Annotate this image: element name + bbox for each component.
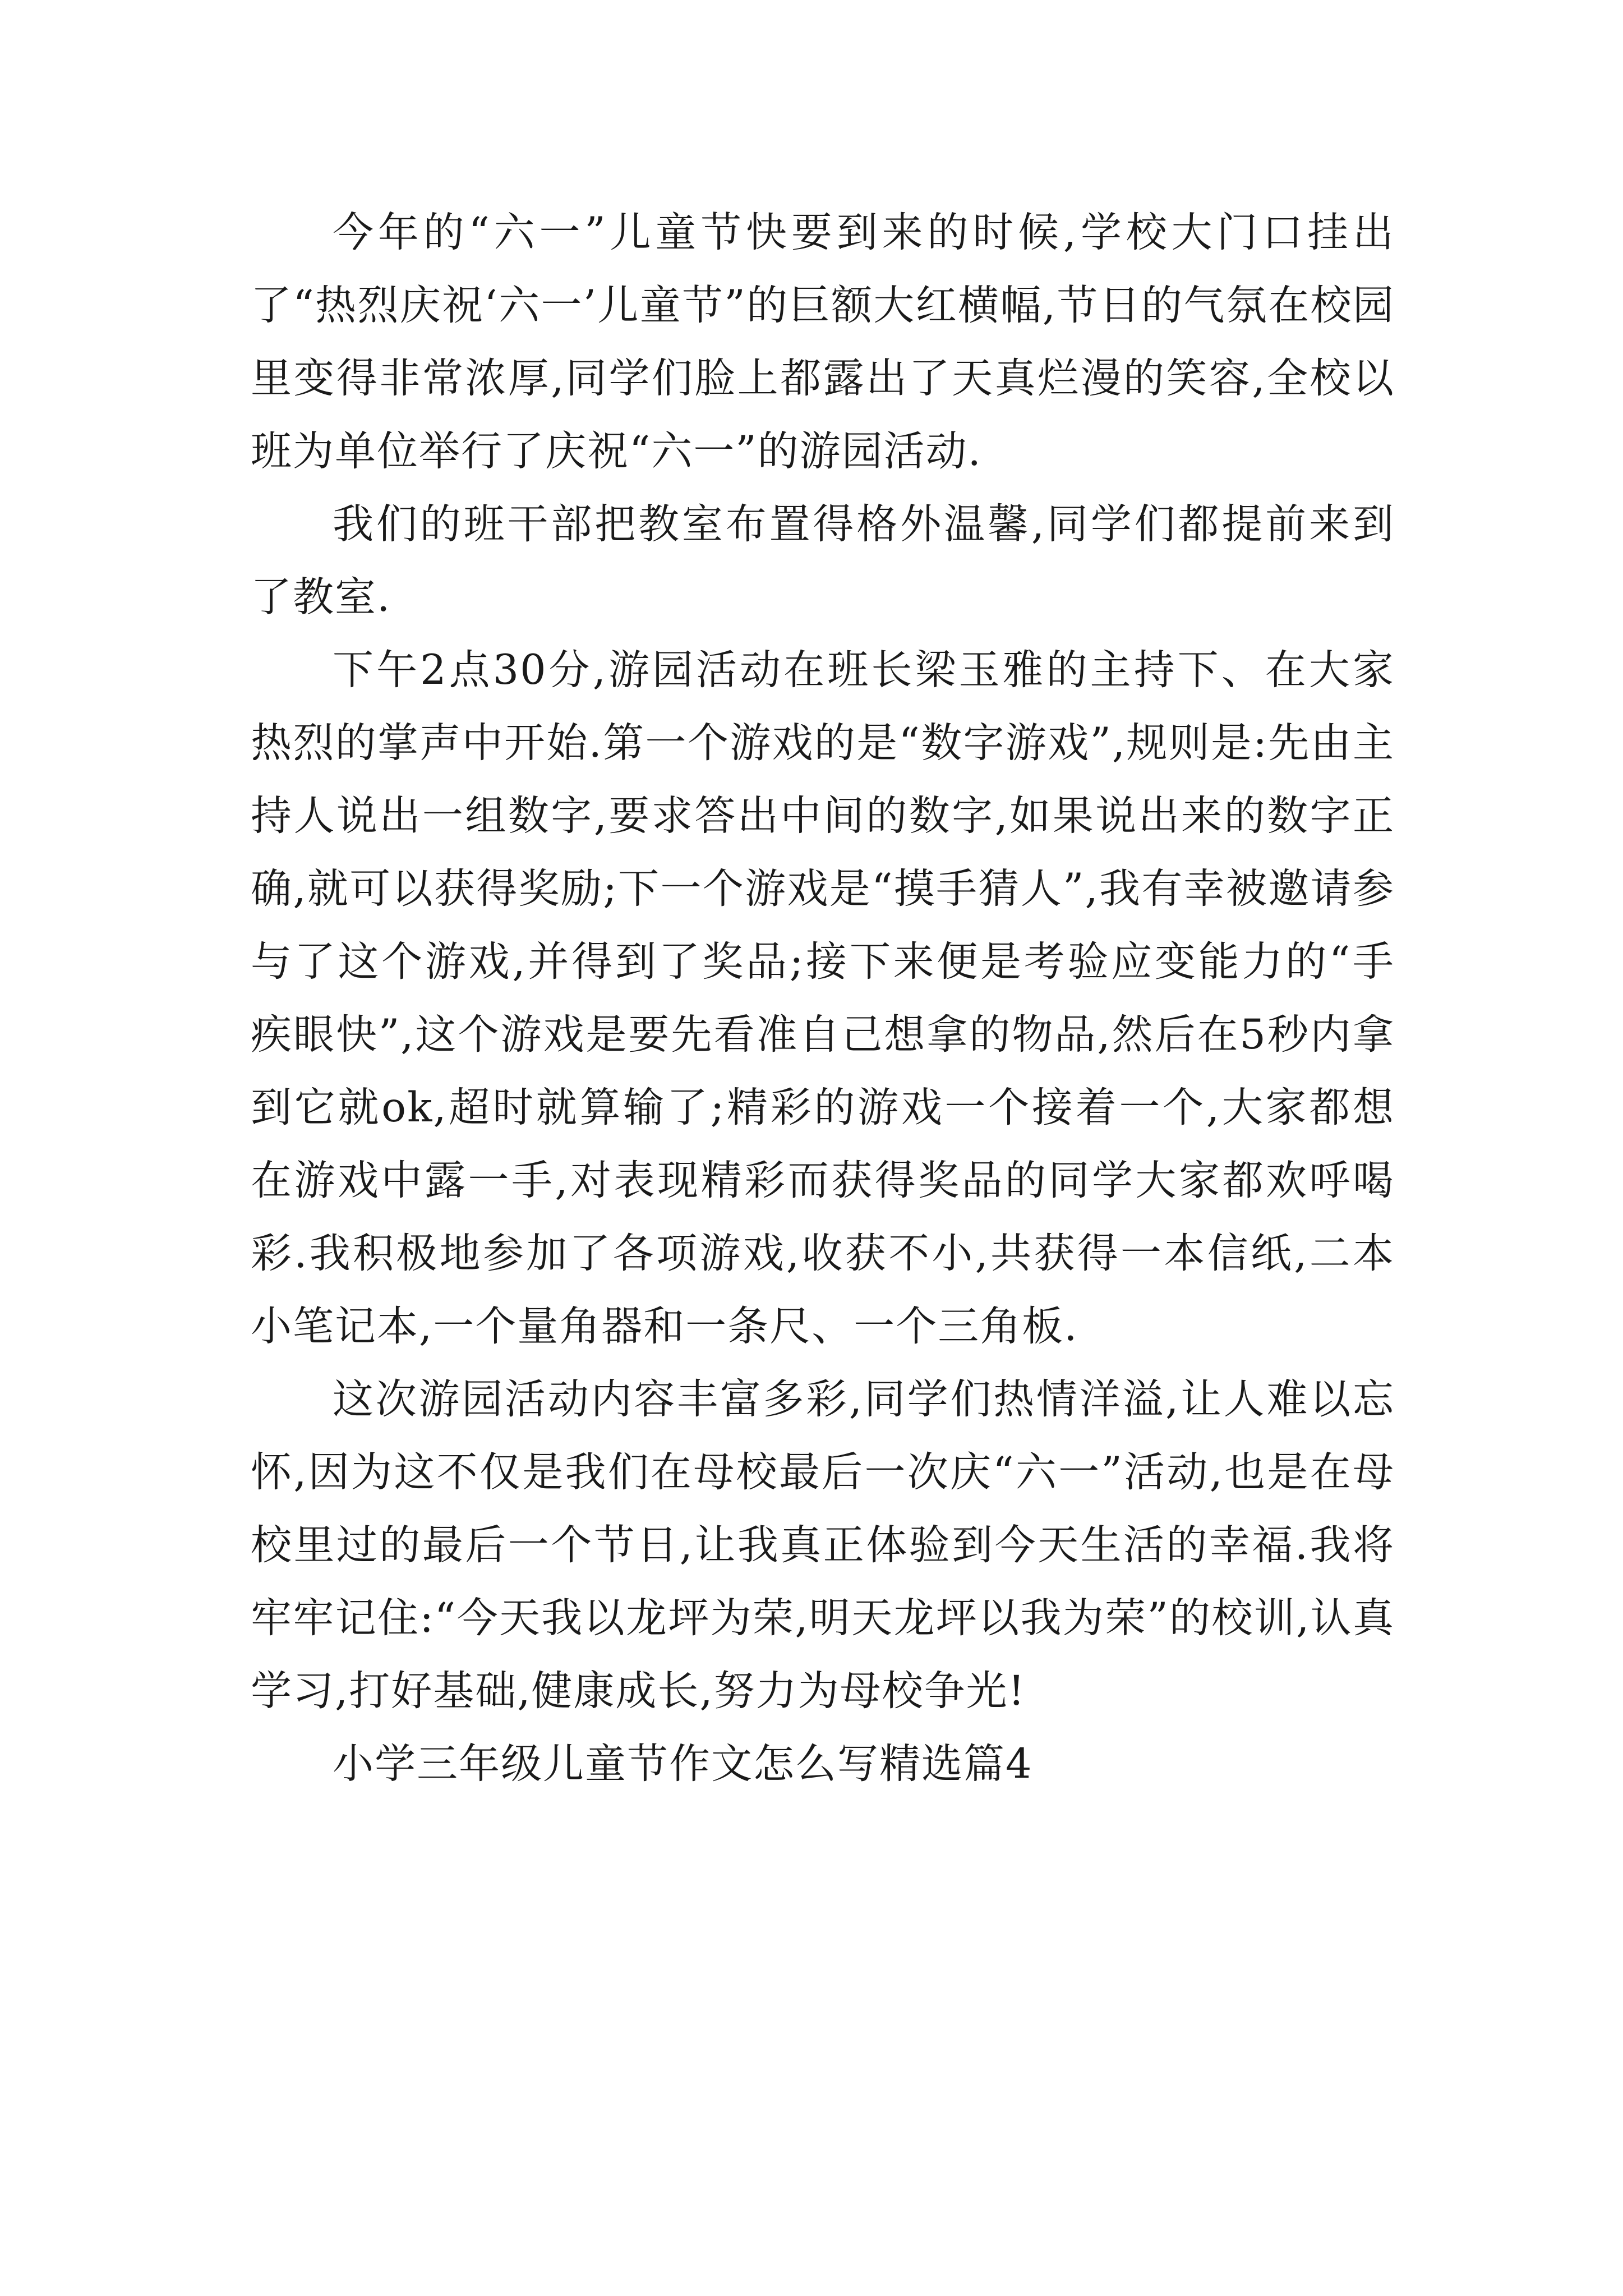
paragraph-3: 下午2点30分,游园活动在班长梁玉雅的主持下、在大家热烈的掌声中开始.第一个游戏的是“数字游戏”,规则是:先由主持人说出一组数字,要求答出中间的数字,如果说出来的数字正确,就可以获得奖励;下一个游戏是“摸手猜人”,我有幸被邀请参与了这个游戏,并得到了奖品;接下来便是考验应变能力的“手疾眼快”,这个游戏是要先看准自己想拿的物品,然后在5秒内拿到它就ok,超时就算输了;精彩的游戏一个接着一个,大家都想在游戏中露一手,对表现精彩而获得奖品的同学大家都欢呼喝彩.我积极地参加了各项游戏,收获不小,共获得一本信纸,二本小笔记本,一个量角器和一条尺、一个三角板.	[251, 646, 1395, 1350]
document-body	[251, 196, 1395, 1801]
paragraph-4: 这次游园活动内容丰富多彩,同学们热情洋溢,让人难以忘怀,因为这不仅是我们在母校最后一次庆“六一”活动,也是在母校里过的最后一个节日,让我真正体验到今天生活的幸福.我将牢牢记住:“今天我以龙坪为荣,明天龙坪以我为荣”的校训,认真学习,打好基础,健康成长,努力为母校争光!	[251, 1375, 1395, 1715]
paragraph-1: 今年的“六一”儿童节快要到来的时候,学校大门口挂出了“热烈庆祝‘六一’儿童节”的巨额大红横幅,节日的气氛在校园里变得非常浓厚,同学们脸上都露出了天真烂漫的笑容,全校以班为单位举行了庆祝“六一”的游园活动.	[251, 209, 1395, 475]
section-heading: 小学三年级儿童节作文怎么写精选篇4	[333, 1740, 1033, 1788]
paragraph-2: 我们的班干部把教室布置得格外温馨,同学们都提前来到了教室.	[251, 500, 1395, 621]
